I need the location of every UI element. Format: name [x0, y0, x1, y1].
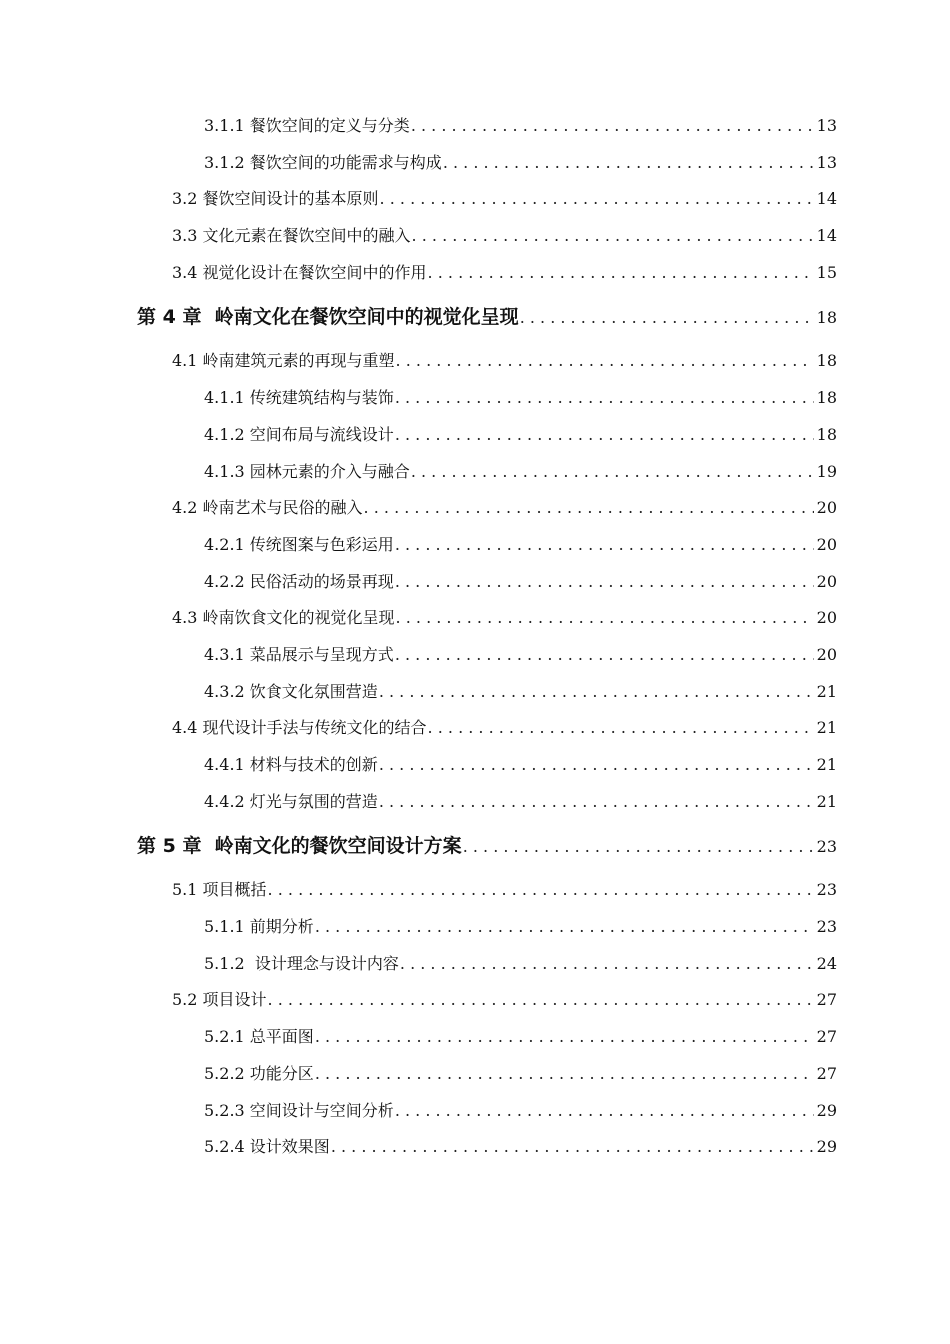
toc-entry-title: 5.1.1 前期分析	[204, 917, 314, 937]
dot-leader	[396, 343, 814, 380]
toc-entry[interactable]	[172, 490, 837, 527]
toc-entry-page-number: 18	[816, 308, 837, 328]
toc-entry-page-number: 15	[816, 262, 837, 282]
dot-leader	[395, 380, 814, 417]
toc-entry[interactable]	[204, 454, 837, 491]
dot-leader	[315, 909, 814, 946]
dot-leader	[395, 527, 814, 564]
toc-entry-page-number: 13	[816, 116, 837, 135]
toc-entry-page-number: 29	[816, 1100, 837, 1120]
toc-entry[interactable]	[204, 946, 837, 983]
toc-entry[interactable]	[204, 637, 837, 674]
dot-leader	[463, 822, 814, 872]
toc-entry-title: 4.2 岭南艺术与民俗的融入	[172, 498, 363, 518]
toc-entry-title: 3.1.2 餐饮空间的功能需求与构成	[204, 152, 442, 172]
toc-entry[interactable]	[204, 1019, 837, 1056]
toc-entry-page-number: 20	[816, 608, 837, 628]
toc-entry[interactable]	[204, 1129, 837, 1166]
toc-entry-title: 5.1 项目概括	[172, 880, 267, 900]
toc-entry-title: 4.1.2 空间布局与流线设计	[204, 424, 394, 444]
toc-entry-title: 5.1.2 设计理念与设计内容	[204, 953, 399, 973]
toc-entry-page-number: 27	[816, 990, 837, 1010]
toc-entry-title: 5.2.2 功能分区	[204, 1063, 314, 1083]
dot-leader	[520, 293, 814, 343]
toc-entry-title: 5.2.1 总平面图	[204, 1027, 314, 1047]
toc-entry-title: 4.4.2 灯光与氛围的营造	[204, 791, 378, 811]
toc-entry-page-number: 18	[816, 351, 837, 371]
toc-entry-title: 5.2.3 空间设计与空间分析	[204, 1100, 394, 1120]
toc-entry-title: 4.2.1 传统图案与色彩运用	[204, 534, 394, 554]
table-of-contents	[0, 108, 950, 1166]
toc-chapter-entry[interactable]	[137, 292, 837, 342]
toc-entry-page-number: 13	[816, 152, 837, 172]
toc-entry[interactable]	[204, 108, 837, 145]
toc-entry[interactable]	[204, 1093, 837, 1130]
toc-entry[interactable]	[204, 909, 837, 946]
dot-leader	[395, 1093, 814, 1130]
toc-entry-title: 5.2.4 设计效果图	[204, 1137, 330, 1157]
toc-entry-page-number: 29	[816, 1137, 837, 1157]
toc-entry-page-number: 14	[816, 189, 837, 209]
toc-entry-title: 4.3.2 饮食文化氛围营造	[204, 681, 378, 701]
toc-entry[interactable]	[204, 417, 837, 454]
dot-leader	[380, 181, 814, 218]
toc-entry-title: 4.1.3 园林元素的介入与融合	[204, 461, 410, 481]
toc-entry[interactable]	[204, 527, 837, 564]
dot-leader	[411, 108, 814, 145]
dot-leader	[428, 710, 814, 747]
dot-leader	[411, 454, 814, 491]
dot-leader	[400, 946, 814, 983]
dot-leader	[315, 1056, 814, 1093]
dot-leader	[268, 982, 814, 1019]
toc-entry-title: 4.3.1 菜品展示与呈现方式	[204, 644, 394, 664]
toc-entry-page-number: 20	[816, 498, 837, 518]
toc-entry-page-number: 23	[816, 880, 837, 900]
toc-entry-title: 3.3 文化元素在餐饮空间中的融入	[172, 226, 411, 246]
dot-leader	[379, 747, 814, 784]
toc-entry[interactable]	[204, 145, 837, 182]
toc-entry-page-number: 23	[816, 917, 837, 937]
toc-entry-page-number: 21	[816, 791, 837, 811]
toc-entry-title: 4.4.1 材料与技术的创新	[204, 755, 378, 774]
toc-entry-page-number: 20	[816, 644, 837, 664]
toc-entry-page-number: 18	[816, 388, 837, 408]
toc-entry-page-number: 18	[816, 424, 837, 444]
toc-entry[interactable]	[172, 600, 837, 637]
toc-entry-page-number: 14	[816, 226, 837, 246]
toc-entry-title: 3.4 视觉化设计在餐饮空间中的作用	[172, 262, 427, 282]
toc-entry-page-number: 23	[816, 837, 837, 857]
toc-entry[interactable]	[172, 343, 837, 380]
dot-leader	[443, 145, 814, 182]
dot-leader	[395, 417, 814, 454]
toc-entry-title: 4.1.1 传统建筑结构与装饰	[204, 388, 394, 408]
toc-entry[interactable]	[204, 1056, 837, 1093]
toc-entry[interactable]	[172, 982, 837, 1019]
toc-entry[interactable]	[172, 218, 837, 255]
toc-entry-page-number: 21	[816, 755, 837, 774]
toc-entry-title: 3.2 餐饮空间设计的基本原则	[172, 189, 379, 209]
toc-entry-page-number: 20	[816, 571, 837, 591]
toc-entry-page-number: 21	[816, 681, 837, 701]
toc-entry[interactable]	[204, 784, 837, 821]
toc-entry-title: 4.4 现代设计手法与传统文化的结合	[172, 718, 427, 738]
toc-entry-page-number: 27	[816, 1027, 837, 1047]
dot-leader	[331, 1129, 814, 1166]
dot-leader	[379, 784, 814, 821]
toc-entry-title: 5.2 项目设计	[172, 990, 267, 1010]
toc-entry-title: 第 4 章 岭南文化在餐饮空间中的视觉化呈现	[137, 306, 519, 329]
toc-entry[interactable]	[172, 255, 837, 292]
toc-entry[interactable]	[204, 380, 837, 417]
toc-entry[interactable]	[204, 564, 837, 601]
toc-entry-title: 第 5 章 岭南文化的餐饮空间设计方案	[137, 835, 462, 858]
toc-entry[interactable]	[172, 181, 837, 218]
dot-leader	[395, 637, 814, 674]
dot-leader	[412, 218, 814, 255]
toc-entry-page-number: 21	[816, 718, 837, 738]
toc-entry-title: 4.2.2 民俗活动的场景再现	[204, 571, 394, 591]
dot-leader	[428, 255, 814, 292]
toc-entry-page-number: 20	[816, 534, 837, 554]
dot-leader	[396, 600, 814, 637]
dot-leader	[395, 564, 814, 601]
toc-entry[interactable]	[204, 674, 837, 711]
toc-entry-title: 3.1.1 餐饮空间的定义与分类	[204, 116, 410, 135]
toc-entry-title: 4.3 岭南饮食文化的视觉化呈现	[172, 608, 395, 628]
toc-entry[interactable]	[172, 872, 837, 909]
toc-entry-title: 4.1 岭南建筑元素的再现与重塑	[172, 351, 395, 371]
dot-leader	[315, 1019, 814, 1056]
toc-entry-page-number: 24	[816, 953, 837, 973]
toc-entry[interactable]	[172, 710, 837, 747]
toc-chapter-entry[interactable]	[137, 821, 837, 871]
dot-leader	[379, 674, 814, 711]
dot-leader	[364, 490, 814, 527]
dot-leader	[268, 872, 814, 909]
toc-entry-page-number: 19	[816, 461, 837, 481]
toc-entry[interactable]	[204, 747, 837, 784]
toc-entry-page-number: 27	[816, 1063, 837, 1083]
